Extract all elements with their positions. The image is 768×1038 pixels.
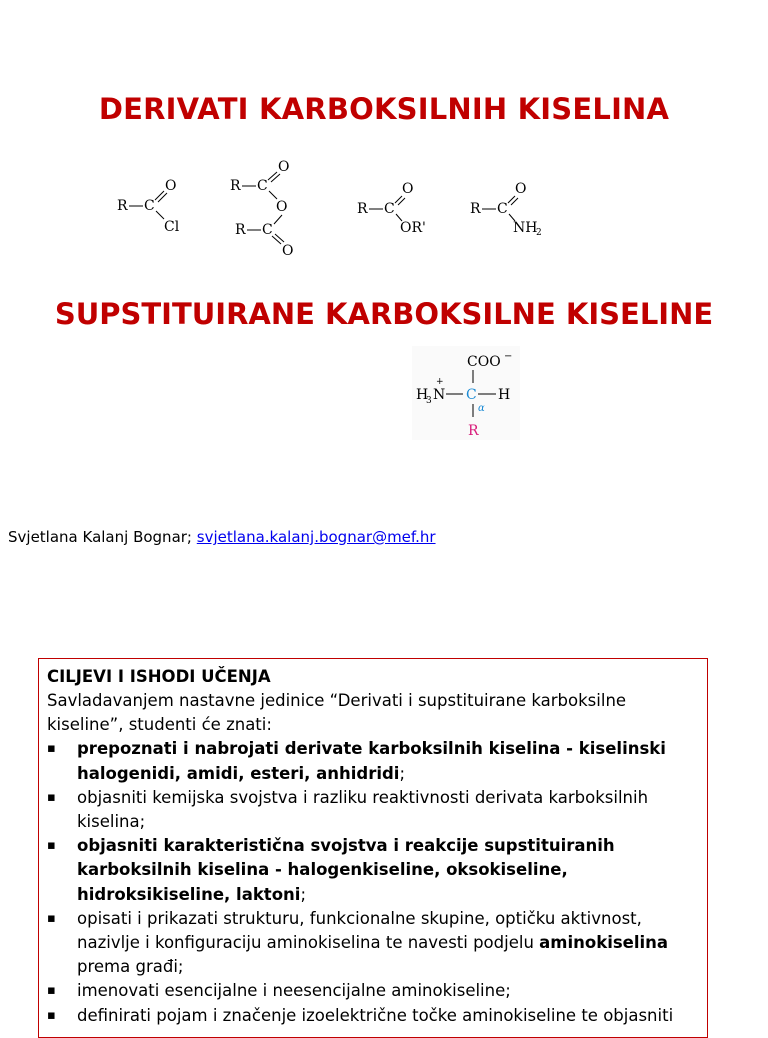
svg-text:OR': OR' xyxy=(400,220,426,236)
svg-text:R: R xyxy=(230,178,241,194)
amino-acid-structure xyxy=(412,346,520,440)
svg-text:R: R xyxy=(470,201,481,217)
bullet-icon: ▪ xyxy=(47,838,56,854)
title-substituted: SUPSTITUIRANE KARBOKSILNE KISELINE xyxy=(54,297,714,331)
svg-text:3: 3 xyxy=(426,396,432,406)
atom-cl: Cl xyxy=(164,219,180,234)
list-item: ▪ objasniti karakteristična svojstva i reakcije supstituiranih karboksilnih kiselina - halogenkiseline, oksokiseline, hidroksikiseline, laktoni; xyxy=(47,836,615,904)
svg-text:R: R xyxy=(357,201,368,217)
acyl-chloride-structure xyxy=(112,172,192,234)
title-derivatives: DERIVATI KARBOKSILNIH KISELINA xyxy=(98,92,670,126)
svg-text:O: O xyxy=(278,159,290,175)
list-item: ▪ objasniti kemijska svojstva i razliku reaktivnosti derivata karboksilnih kiselina; xyxy=(47,787,649,832)
bullet-icon: ▪ xyxy=(47,741,56,757)
svg-text:2: 2 xyxy=(536,228,542,238)
alpha-carbon: C xyxy=(466,387,477,403)
author-name: Svjetlana Kalanj Bognar; xyxy=(8,528,192,546)
svg-text:H: H xyxy=(498,387,511,403)
svg-text:+: + xyxy=(436,377,444,387)
goals-heading: CILJEVI I ISHODI UČENJA xyxy=(47,667,271,686)
author-line xyxy=(8,528,436,546)
author-email-link[interactable]: svjetlana.kalanj.bognar@mef.hr xyxy=(196,528,436,546)
svg-text:NH: NH xyxy=(513,220,538,236)
svg-text:C: C xyxy=(497,201,508,217)
svg-text:−: − xyxy=(504,351,513,362)
list-item: ▪ prepoznati i nabrojati derivate karboksilnih kiselina - kiselinski halogenidi, amidi, esteri, anhidridi; xyxy=(47,739,666,783)
goals-list xyxy=(47,737,707,1027)
svg-text:O: O xyxy=(276,199,288,215)
svg-text:N: N xyxy=(433,387,446,403)
amide-structure xyxy=(465,176,555,238)
svg-text:O: O xyxy=(402,181,414,197)
side-chain-r: R xyxy=(468,423,479,439)
atom-c: C xyxy=(144,198,155,214)
bullet-icon: ▪ xyxy=(47,789,56,805)
ester-structure xyxy=(352,176,442,236)
svg-text:α: α xyxy=(478,403,485,414)
svg-text:R: R xyxy=(235,222,246,238)
atom-r: R xyxy=(117,198,128,214)
bullet-icon: ▪ xyxy=(47,910,56,926)
svg-text:H: H xyxy=(416,387,429,403)
svg-text:O: O xyxy=(282,243,294,259)
list-item: ▪ definirati pojam i značenje izoelektrične točke aminokiseline te objasniti xyxy=(47,1004,707,1028)
bullet-icon: ▪ xyxy=(47,1007,56,1023)
atom-o: O xyxy=(165,178,177,194)
bullet-icon: ▪ xyxy=(47,983,56,999)
svg-text:O: O xyxy=(515,181,527,197)
svg-text:C: C xyxy=(384,201,395,217)
carboxylate-group: COO xyxy=(467,354,501,370)
svg-text:C: C xyxy=(257,178,268,194)
anhydride-structure xyxy=(225,155,305,260)
list-item: ▪ imenovati esencijalne i neesencijalne aminokiseline; xyxy=(47,979,707,1003)
learning-goals-box xyxy=(38,658,708,1038)
svg-text:C: C xyxy=(262,222,273,238)
list-item: ▪ opisati i prikazati strukturu, funkcionalne skupine, optičku aktivnost, nazivlje i konfiguraciju aminokiselina te navesti podjelu aminokiselina prema građi; xyxy=(47,908,669,977)
goals-intro: Savladavanjem nastavne jedinice “Derivati i supstituirane karboksilne kiseline”, studenti će znati: xyxy=(47,691,627,735)
